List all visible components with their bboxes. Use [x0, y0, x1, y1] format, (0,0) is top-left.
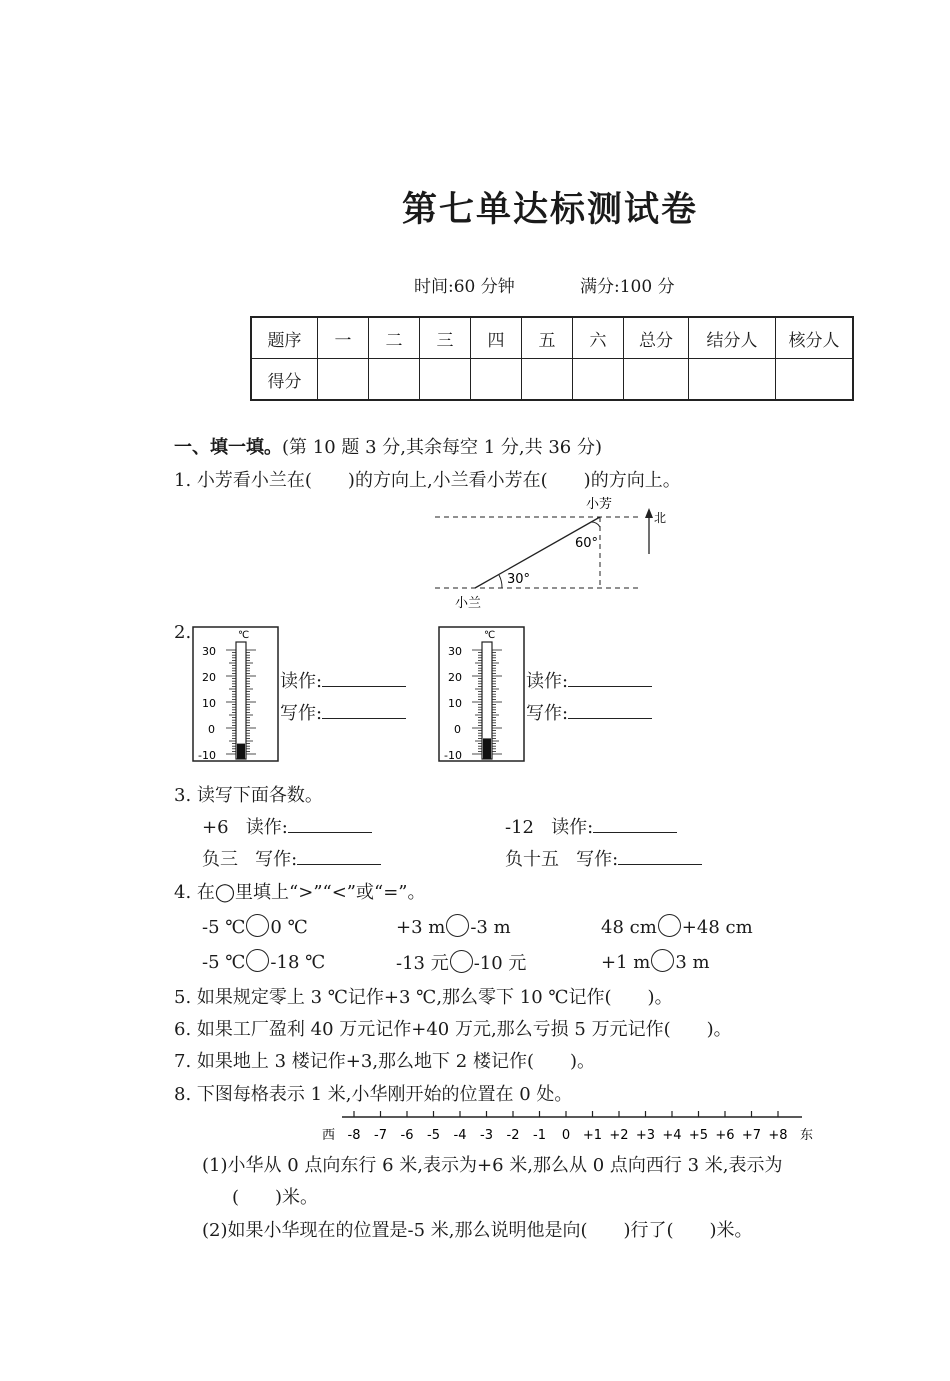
compare-right: -10 元: [473, 953, 527, 974]
score-header-cell: 一: [318, 317, 369, 359]
angle-arc-bottom: [499, 575, 502, 588]
q3-label: 写作:: [576, 849, 619, 870]
number-line-label: -5: [427, 1128, 440, 1143]
score-header-cell: 总分: [624, 317, 689, 359]
compare-left: +3 m: [396, 917, 446, 938]
compare-item: [202, 914, 308, 938]
compare-left: 48 cm: [601, 917, 657, 938]
section-heading: [174, 433, 602, 459]
score-table-score-row: [251, 359, 853, 401]
q3-value: +6: [202, 817, 229, 838]
q3-value: 负三: [202, 849, 238, 870]
answer-blank[interactable]: [322, 702, 406, 719]
q3-value: 负十五: [505, 849, 559, 870]
score-row-label: 得分: [251, 359, 318, 401]
score-header-cell: 六: [573, 317, 624, 359]
compare-right: -3 m: [470, 917, 511, 938]
q3-item: [505, 813, 677, 839]
score-cell: [689, 359, 776, 401]
score-header-cell: 题序: [251, 317, 318, 359]
tick-label: 30: [448, 645, 462, 658]
write-label: 写作:: [526, 703, 569, 724]
question-5: 5. 如果规定零上 3 ℃记作+3 ℃,那么零下 10 ℃记作( )。: [174, 987, 673, 1008]
angle-label-top: 60°: [575, 536, 599, 551]
answer-blank[interactable]: [618, 848, 702, 865]
compare-item: [601, 949, 710, 973]
score-cell: [318, 359, 369, 401]
number-line-label: +7: [741, 1128, 762, 1143]
north-label: 北: [654, 511, 667, 525]
number-line-label: -3: [480, 1128, 493, 1143]
angle-label-bottom: 30°: [507, 572, 531, 587]
score-cell: [573, 359, 624, 401]
number-line-label: +4: [662, 1128, 682, 1143]
answer-blank[interactable]: [568, 702, 652, 719]
thermometer-2: [438, 626, 526, 764]
score-cell: [471, 359, 522, 401]
page-title: 第七单达标测试卷: [401, 190, 698, 230]
score-header-cell: 结分人: [689, 317, 776, 359]
write-label: 写作:: [280, 703, 323, 724]
score-header-cell: 核分人: [776, 317, 854, 359]
tick-label: 20: [202, 671, 216, 684]
question-6: 6. 如果工厂盈利 40 万元记作+40 万元,那么亏损 5 万元记作( )。: [174, 1019, 732, 1040]
number-line-label: +3: [635, 1128, 656, 1143]
angle-arc-top: [591, 522, 600, 527]
section-note: (第 10 题 3 分,其余每空 1 分,共 36 分): [282, 437, 602, 458]
compare-item: [601, 914, 753, 938]
answer-blank[interactable]: [568, 670, 652, 687]
score-header-cell: 五: [522, 317, 573, 359]
q3-item: [505, 845, 702, 871]
q3-item: [202, 845, 381, 871]
section-title: 一、填一填。: [174, 437, 282, 458]
compare-item: [202, 949, 325, 973]
answer-circle[interactable]: [651, 949, 674, 972]
tick-label: 10: [448, 697, 462, 710]
tick-label: 30: [202, 645, 216, 658]
thermometer-1: [192, 626, 280, 764]
thermometer-1-read: [280, 667, 406, 693]
score-header-cell: 二: [369, 317, 420, 359]
compare-right: 0 ℃: [270, 917, 308, 938]
number-line-label: -1: [533, 1128, 546, 1143]
number-line-label: +2: [609, 1128, 629, 1143]
q3-label: 读作:: [245, 817, 288, 838]
score-cell: [624, 359, 689, 401]
thermometer-tick-labels: [198, 645, 216, 762]
full-score: 满分:100 分: [580, 277, 675, 297]
time-limit: 时间:60 分钟: [414, 277, 515, 297]
label-xiaofang: 小芳: [586, 497, 613, 512]
compare-item: [396, 949, 526, 975]
score-cell: [522, 359, 573, 401]
number-line: [320, 1108, 820, 1144]
read-label: 读作:: [526, 671, 569, 692]
answer-circle[interactable]: [658, 914, 681, 937]
q8-sub1-line2: ( )米。: [232, 1187, 319, 1208]
score-header-cell: 三: [420, 317, 471, 359]
direction-diagram: [430, 494, 680, 616]
compare-item: [396, 914, 511, 938]
north-arrow-icon: [645, 508, 653, 518]
answer-blank[interactable]: [593, 816, 677, 833]
number-line-label: -6: [400, 1128, 414, 1143]
connecting-line: [475, 517, 600, 588]
number-line-label: +8: [768, 1128, 788, 1143]
thermometer-liquid: [483, 738, 491, 759]
score-cell: [420, 359, 471, 401]
thermometer-unit: ℃: [484, 630, 496, 641]
answer-blank[interactable]: [288, 816, 372, 833]
question-1: 1. 小芳看小兰在( )的方向上,小兰看小芳在( )的方向上。: [174, 470, 681, 491]
q8-sub2: (2)如果小华现在的位置是-5 米,那么说明他是向( )行了( )米。: [202, 1220, 753, 1241]
number-line-ticks: [348, 1111, 788, 1143]
q3-item: [202, 813, 372, 839]
answer-blank[interactable]: [297, 848, 381, 865]
thermometer-tick-labels: [444, 645, 462, 762]
thermometer-ticks: [226, 650, 256, 754]
number-line-label: 0: [561, 1128, 571, 1143]
thermometer-unit: ℃: [238, 630, 250, 641]
score-cell: [369, 359, 420, 401]
q8-sub1-line1: (1)小华从 0 点向东行 6 米,表示为+6 米,那么从 0 点向西行 3 米,表示为: [202, 1155, 783, 1176]
answer-blank[interactable]: [322, 670, 406, 687]
compare-right: +48 cm: [681, 917, 753, 938]
west-label: 西: [322, 1128, 336, 1143]
score-header-cell: 四: [471, 317, 522, 359]
tick-label: 10: [202, 697, 216, 710]
compare-left: -5 ℃: [202, 952, 246, 973]
answer-circle[interactable]: [446, 914, 469, 937]
q3-value: -12: [505, 817, 534, 838]
compare-left: -5 ℃: [202, 917, 246, 938]
east-label: 东: [800, 1128, 814, 1143]
compare-right: -18 ℃: [270, 952, 326, 973]
tick-label: 0: [454, 723, 461, 736]
thermometer-2-write: [526, 699, 652, 725]
thermometer-1-write: [280, 699, 406, 725]
number-line-label: +6: [715, 1128, 735, 1143]
question-2-number: 2.: [174, 622, 192, 643]
tick-label: -10: [198, 749, 216, 762]
number-line-label: -4: [453, 1128, 467, 1143]
answer-circle[interactable]: [246, 914, 269, 937]
number-line-label: -8: [347, 1128, 361, 1143]
score-cell: [776, 359, 854, 401]
number-line-label: +1: [582, 1128, 603, 1143]
tick-label: 20: [448, 671, 462, 684]
score-table: [250, 316, 854, 401]
answer-circle[interactable]: [246, 949, 269, 972]
compare-right: 3 m: [675, 952, 710, 973]
question-8: 8. 下图每格表示 1 米,小华刚开始的位置在 0 处。: [174, 1084, 573, 1105]
tick-label: -10: [444, 749, 462, 762]
answer-circle[interactable]: [450, 950, 473, 973]
thermometer-tube: [236, 642, 246, 759]
question-3: 3. 读写下面各数。: [174, 785, 323, 806]
number-line-label: +5: [688, 1128, 709, 1143]
number-line-label: -2: [506, 1128, 520, 1143]
question-4: 4. 在◯里填上“>”“<”或“=”。: [174, 882, 426, 903]
q3-label: 写作:: [255, 849, 298, 870]
question-7: 7. 如果地上 3 楼记作+3,那么地下 2 楼记作( )。: [174, 1051, 595, 1072]
read-label: 读作:: [280, 671, 323, 692]
score-table-header-row: [251, 317, 853, 359]
thermometer-2-read: [526, 667, 652, 693]
compare-left: -13 元: [396, 953, 449, 974]
compare-left: +1 m: [601, 952, 651, 973]
number-line-label: -7: [374, 1128, 387, 1143]
label-xiaolan: 小兰: [455, 596, 482, 611]
thermometer-liquid: [237, 744, 245, 759]
tick-label: 0: [208, 723, 215, 736]
q3-label: 读作:: [551, 817, 594, 838]
